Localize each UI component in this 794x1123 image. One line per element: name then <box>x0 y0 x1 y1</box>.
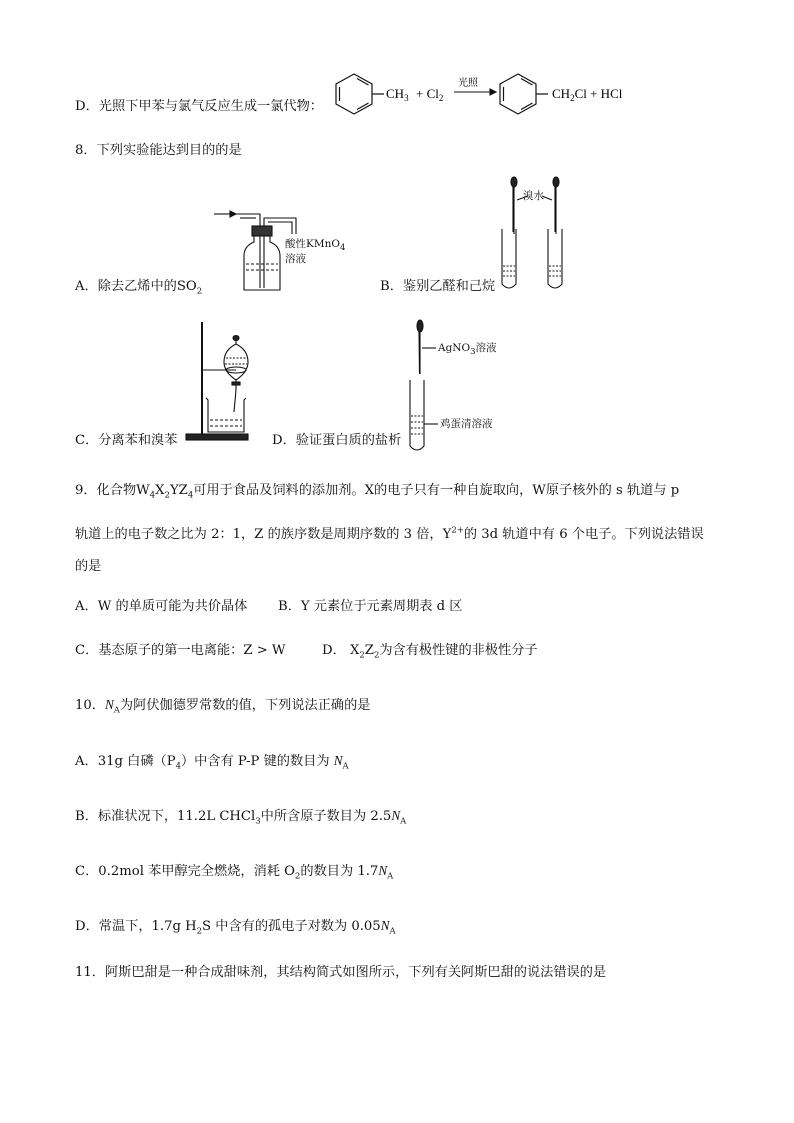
q9-option-b: B．Y 元素位于元素周期表 d 区 <box>278 599 463 614</box>
q8-option-b: B．鉴别乙醛和己烷 <box>380 279 496 294</box>
eq-right-ch2cl: $CH_2Cl$ + HCl <box>552 86 623 103</box>
q9-stem-line3: 的是 <box>75 559 102 574</box>
q9-option-d: D． $X_2Z_2$为含有极性键的非极性分子 <box>322 643 538 661</box>
q8-option-d: D．验证蛋白质的盐析 <box>272 433 402 448</box>
benzene-ring-right <box>500 74 548 114</box>
q8-a-reagent: 酸性KMnO$_4$ <box>285 238 346 254</box>
q10-stem: 10．$N_A$为阿伏伽德罗常数的值，下列说法正确的是 <box>75 697 371 716</box>
q10-option-c: C．0.2mol 苯甲醇完全燃烧，消耗 $O_2$的数目为 $1.7N_A$ <box>75 863 394 882</box>
q9-stem-line2: 轨道上的电子数之比为 2：1，Z 的族序数是周期序数的 3 倍，$Y^{2+}$的 3d 轨道中有 6 个电子。下列说法错误 <box>75 525 704 542</box>
separating-funnel-figure <box>184 320 264 445</box>
protein-salting-out-figure <box>400 318 440 458</box>
benzene-ring-left <box>336 74 384 114</box>
q7-option-d <box>75 98 323 116</box>
q9-stem-line1: 9．化合物$W_4X_2YZ_4$可用于食品及饲料的添加剂。X的电子只有一种自旋取向，W原子核外的 s 轨道与 p <box>75 483 680 501</box>
eq-left-ch3: $CH_3$ <box>386 86 409 103</box>
q8-b-reagent: 溴水 <box>523 190 544 202</box>
q8-d-reagent-bottom: 鸡蛋清溶液 <box>440 418 493 430</box>
eq-condition: 光照 <box>458 78 478 89</box>
q8-stem: 8．下列实验能达到目的的是 <box>75 143 242 158</box>
eq-plus-cl2: + $Cl_2$ <box>416 86 444 103</box>
reaction-arrow <box>454 89 496 95</box>
q10-option-d: D．常温下，1.7g $H_2S$ 中含有的孤电子对数为 $0.05N_A$ <box>75 918 396 937</box>
q9-option-a: A．W 的单质可能为共价晶体 <box>75 599 248 614</box>
q11-stem: 11．阿斯巴甜是一种合成甜味剂，其结构简式如图所示，下列有关阿斯巴甜的说法错误的是 <box>75 965 607 980</box>
q8-a-reagent-2: 溶液 <box>285 253 306 265</box>
q10-option-a: A．31g 白磷$(P_4)$中含有 P-P 键的数目为 $N_A$ <box>75 753 349 772</box>
q9-option-c: C．基态原子的第一电离能：Z > W <box>75 643 286 658</box>
toluene-chlorination-equation <box>330 62 650 122</box>
q8-option-a: A．除去乙烯中的$SO_2$ <box>75 279 203 297</box>
q8-d-reagent-top: AgNO$_3$溶液 <box>438 342 497 358</box>
q8-option-c: C．分离苯和溴苯 <box>75 433 178 448</box>
q10-option-b: B．标准状况下，11.2L CHCl$_3$中所含原子数目为 $2.5N_A$ <box>75 808 407 827</box>
q7-option-d-text: D．光照下甲苯与氯气反应生成一氯代物： <box>75 99 323 114</box>
